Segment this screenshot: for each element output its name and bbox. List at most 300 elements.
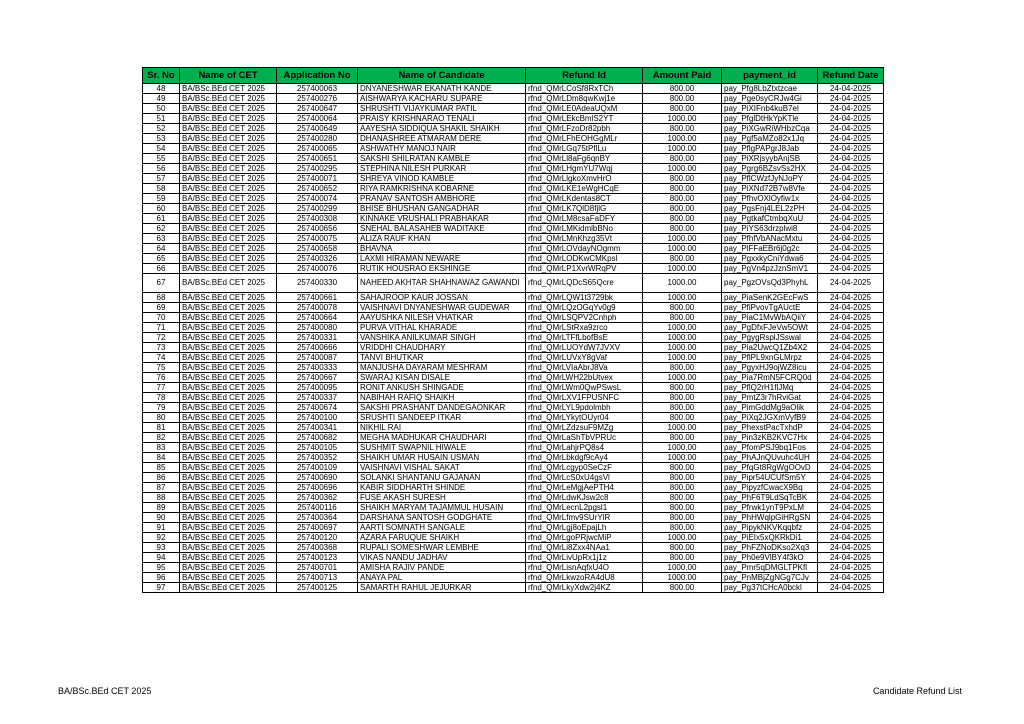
- cell-amount-paid: 800.00: [643, 523, 722, 533]
- cell-cet-name: BA/BSc.BEd CET 2025: [180, 144, 277, 154]
- cell-cet-name: BA/BSc.BEd CET 2025: [180, 353, 277, 363]
- cell-candidate-name: SAKSHI SHILRATAN KAMBLE: [358, 154, 526, 164]
- cell-application-no: 257400280: [277, 134, 358, 144]
- cell-cet-name: BA/BSc.BEd CET 2025: [180, 184, 277, 194]
- cell-cet-name: BA/BSc.BEd CET 2025: [180, 403, 277, 413]
- cell-application-no: 257400667: [277, 373, 358, 383]
- cell-application-no: 257400331: [277, 333, 358, 343]
- cell-cet-name: BA/BSc.BEd CET 2025: [180, 134, 277, 144]
- header-name-of-cet: Name of CET: [180, 68, 277, 84]
- cell-refund-id: rfnd_QMrLQW1t3729bk: [526, 293, 643, 303]
- cell-amount-paid: 800.00: [643, 154, 722, 164]
- cell-amount-paid: 1000.00: [643, 244, 722, 254]
- cell-refund-date: 24-04-2025: [818, 174, 884, 184]
- cell-payment-id: pay_PgyxHJ9ojWZ8icu: [722, 363, 818, 373]
- cell-application-no: 257400095: [277, 383, 358, 393]
- cell-refund-id: rfnd_QMrLl8aFg6qnBY: [526, 154, 643, 164]
- cell-refund-date: 24-04-2025: [818, 493, 884, 503]
- cell-payment-id: pay_Pipr54UCUfSm5Y: [722, 473, 818, 483]
- cell-candidate-name: MANJUSHA DAYARAM MESHRAM: [358, 363, 526, 373]
- cell-payment-id: pay_Pge0syCRJw4Gi: [722, 94, 818, 104]
- cell-amount-paid: 800.00: [643, 84, 722, 94]
- cell-refund-id: rfnd_QMrLivUpRx1j1z: [526, 553, 643, 563]
- cell-sr-no: 84: [143, 453, 180, 463]
- cell-payment-id: pay_Pgf5aMZo82x1Jq: [722, 134, 818, 144]
- cell-payment-id: pay_PiYS63drzplwi8: [722, 224, 818, 234]
- cell-cet-name: BA/BSc.BEd CET 2025: [180, 583, 277, 593]
- cell-amount-paid: 800.00: [643, 513, 722, 523]
- cell-candidate-name: VAISHNAVI DNYANESHWAR GUDEWAR: [358, 303, 526, 313]
- cell-sr-no: 72: [143, 333, 180, 343]
- cell-refund-date: 24-04-2025: [818, 244, 884, 254]
- cell-cet-name: BA/BSc.BEd CET 2025: [180, 523, 277, 533]
- table-row: [143, 164, 884, 174]
- table-row: [143, 503, 884, 513]
- cell-refund-id: rfnd_QMrLYkytOUyr04: [526, 413, 643, 423]
- cell-cet-name: BA/BSc.BEd CET 2025: [180, 363, 277, 373]
- table-row: [143, 224, 884, 234]
- cell-application-no: 257400071: [277, 174, 358, 184]
- cell-application-no: 257400125: [277, 583, 358, 593]
- cell-refund-date: 24-04-2025: [818, 313, 884, 323]
- cell-payment-id: pay_PhFZNoDKso2Xq3: [722, 543, 818, 553]
- cell-amount-paid: 800.00: [643, 393, 722, 403]
- cell-application-no: 257400065: [277, 144, 358, 154]
- cell-amount-paid: 1000.00: [643, 353, 722, 363]
- cell-candidate-name: DARSHANA SANTOSH GODGHATE: [358, 513, 526, 523]
- header-refund-date: Refund Date: [818, 68, 884, 84]
- cell-refund-id: rfnd_QMrLDm8qwKwj1e: [526, 94, 643, 104]
- table-row: [143, 184, 884, 194]
- header-amount-paid: Amount Paid: [643, 68, 722, 84]
- cell-sr-no: 56: [143, 164, 180, 174]
- table-row: [143, 563, 884, 573]
- cell-cet-name: BA/BSc.BEd CET 2025: [180, 293, 277, 303]
- cell-cet-name: BA/BSc.BEd CET 2025: [180, 274, 277, 293]
- cell-amount-paid: 800.00: [643, 194, 722, 204]
- table-row: [143, 104, 884, 114]
- cell-application-no: 257400697: [277, 523, 358, 533]
- cell-amount-paid: 800.00: [643, 503, 722, 513]
- cell-candidate-name: AAYUSHKA NILESH VHATKAR: [358, 313, 526, 323]
- cell-refund-id: rfnd_QMrLFhEOHGgMLr: [526, 134, 643, 144]
- cell-cet-name: BA/BSc.BEd CET 2025: [180, 313, 277, 323]
- table-row: [143, 533, 884, 543]
- cell-refund-date: 24-04-2025: [818, 583, 884, 593]
- cell-refund-id: rfnd_QMrLaShTbVPRUc: [526, 433, 643, 443]
- cell-refund-date: 24-04-2025: [818, 224, 884, 234]
- cell-cet-name: BA/BSc.BEd CET 2025: [180, 553, 277, 563]
- cell-refund-id: rfnd_QMrLQDcS65Qcre: [526, 274, 643, 293]
- table-row: [143, 433, 884, 443]
- cell-application-no: 257400276: [277, 94, 358, 104]
- table-row: [143, 134, 884, 144]
- cell-refund-date: 24-04-2025: [818, 433, 884, 443]
- cell-refund-id: rfnd_QMrLODKwCMKpsl: [526, 254, 643, 264]
- cell-refund-date: 24-04-2025: [818, 114, 884, 124]
- cell-sr-no: 96: [143, 573, 180, 583]
- cell-refund-date: 24-04-2025: [818, 353, 884, 363]
- cell-payment-id: pay_Pgrg6BZsvSs2HX: [722, 164, 818, 174]
- cell-application-no: 257400364: [277, 513, 358, 523]
- cell-cet-name: BA/BSc.BEd CET 2025: [180, 333, 277, 343]
- cell-application-no: 257400682: [277, 433, 358, 443]
- cell-sr-no: 52: [143, 124, 180, 134]
- table-row: [143, 453, 884, 463]
- cell-application-no: 257400116: [277, 503, 358, 513]
- cell-refund-date: 24-04-2025: [818, 154, 884, 164]
- cell-application-no: 257400109: [277, 463, 358, 473]
- cell-payment-id: pay_PgVn4pzJznSmV1: [722, 264, 818, 274]
- cell-amount-paid: 800.00: [643, 214, 722, 224]
- cell-candidate-name: RUPALI SOMESHWAR LEMBHE: [358, 543, 526, 553]
- cell-refund-id: rfnd_QMrLMKidmlbBNo: [526, 224, 643, 234]
- cell-refund-date: 24-04-2025: [818, 523, 884, 533]
- cell-refund-date: 24-04-2025: [818, 403, 884, 413]
- cell-sr-no: 60: [143, 204, 180, 214]
- cell-candidate-name: NIKHIL RAI: [358, 423, 526, 433]
- footer-list-title: Candidate Refund List: [872, 686, 962, 696]
- cell-sr-no: 50: [143, 104, 180, 114]
- cell-payment-id: pay_PiEIx5xQKRkDi1: [722, 533, 818, 543]
- cell-cet-name: BA/BSc.BEd CET 2025: [180, 104, 277, 114]
- cell-refund-id: rfnd_QMrLCoSf8RxTCh: [526, 84, 643, 94]
- cell-candidate-name: SRUSHTI SANDEEP ITKAR: [358, 413, 526, 423]
- cell-refund-id: rfnd_QMrLTFfLbofBsE: [526, 333, 643, 343]
- cell-application-no: 257400074: [277, 194, 358, 204]
- cell-application-no: 257400087: [277, 353, 358, 363]
- cell-refund-date: 24-04-2025: [818, 144, 884, 154]
- cell-refund-id: rfnd_QMrLlgkoXmvHrO: [526, 174, 643, 184]
- cell-candidate-name: ALIZA RAUF KHAN: [358, 234, 526, 244]
- cell-payment-id: pay_PgzOVsQd3PhyhL: [722, 274, 818, 293]
- cell-refund-date: 24-04-2025: [818, 463, 884, 473]
- cell-payment-id: pay_PiXIFnb4kuB7el: [722, 104, 818, 114]
- cell-refund-id: rfnd_QMrLUOYdW7JVXV: [526, 343, 643, 353]
- table-row: [143, 403, 884, 413]
- cell-refund-date: 24-04-2025: [818, 473, 884, 483]
- cell-amount-paid: 1000.00: [643, 234, 722, 244]
- cell-sr-no: 78: [143, 393, 180, 403]
- cell-application-no: 257400661: [277, 293, 358, 303]
- table-row: [143, 84, 884, 94]
- cell-refund-id: rfnd_QMrLFzoDr82pbh: [526, 124, 643, 134]
- table-row: [143, 353, 884, 363]
- cell-candidate-name: DHANASHREE ATMARAM DERE: [358, 134, 526, 144]
- table-row: [143, 373, 884, 383]
- cell-sr-no: 51: [143, 114, 180, 124]
- cell-payment-id: pay_PgsFnj4LEL2zPH: [722, 204, 818, 214]
- cell-candidate-name: VIKAS NANDU JADHAV: [358, 553, 526, 563]
- cell-refund-id: rfnd_QMrLGq75tPflLu: [526, 144, 643, 154]
- cell-amount-paid: 1000.00: [643, 114, 722, 124]
- cell-sr-no: 62: [143, 224, 180, 234]
- cell-candidate-name: AZARA FARUQUE SHAIKH: [358, 533, 526, 543]
- cell-candidate-name: RIYA RAMKRISHNA KOBARNE: [358, 184, 526, 194]
- cell-application-no: 257400080: [277, 323, 358, 333]
- cell-sr-no: 53: [143, 134, 180, 144]
- cell-sr-no: 55: [143, 154, 180, 164]
- cell-payment-id: pay_PfhfVbANacMxtu: [722, 234, 818, 244]
- cell-refund-id: rfnd_QMrLM8csaFaDFY: [526, 214, 643, 224]
- cell-refund-id: rfnd_QMrLZdzsuF9MZg: [526, 423, 643, 433]
- cell-application-no: 257400295: [277, 164, 358, 174]
- table-row: [143, 323, 884, 333]
- cell-payment-id: pay_PfiPvovTgAUctE: [722, 303, 818, 313]
- table-row: [143, 553, 884, 563]
- cell-amount-paid: 800.00: [643, 363, 722, 373]
- cell-cet-name: BA/BSc.BEd CET 2025: [180, 433, 277, 443]
- cell-refund-date: 24-04-2025: [818, 254, 884, 264]
- cell-payment-id: pay_Pia7RmN5FCRQ0d: [722, 373, 818, 383]
- cell-amount-paid: 800.00: [643, 403, 722, 413]
- cell-application-no: 257400649: [277, 124, 358, 134]
- cell-candidate-name: BHAVNA: [358, 244, 526, 254]
- table-row: [143, 443, 884, 453]
- cell-cet-name: BA/BSc.BEd CET 2025: [180, 323, 277, 333]
- cell-cet-name: BA/BSc.BEd CET 2025: [180, 124, 277, 134]
- table-row: [143, 254, 884, 264]
- cell-sr-no: 83: [143, 443, 180, 453]
- cell-cet-name: BA/BSc.BEd CET 2025: [180, 94, 277, 104]
- cell-payment-id: pay_PiXRjsyybAnjSB: [722, 154, 818, 164]
- cell-sr-no: 71: [143, 323, 180, 333]
- cell-application-no: 257400064: [277, 114, 358, 124]
- cell-amount-paid: 1000.00: [643, 443, 722, 453]
- cell-cet-name: BA/BSc.BEd CET 2025: [180, 214, 277, 224]
- cell-amount-paid: 800.00: [643, 204, 722, 214]
- cell-candidate-name: SUSHMIT SWAPNIL HIWALE: [358, 443, 526, 453]
- cell-refund-id: rfnd_QMrLXV1FPUSNFC: [526, 393, 643, 403]
- cell-application-no: 257400123: [277, 553, 358, 563]
- cell-candidate-name: MEGHA MADHUKAR CHAUDHARI: [358, 433, 526, 443]
- cell-sr-no: 49: [143, 94, 180, 104]
- cell-candidate-name: NABIHAH RAFIQ SHAIKH: [358, 393, 526, 403]
- table-row: [143, 244, 884, 254]
- cell-payment-id: pay_Pin3zKB2KVC7Hx: [722, 433, 818, 443]
- cell-amount-paid: 800.00: [643, 483, 722, 493]
- cell-application-no: 257400333: [277, 363, 358, 373]
- cell-sr-no: 75: [143, 363, 180, 373]
- cell-application-no: 257400701: [277, 563, 358, 573]
- cell-cet-name: BA/BSc.BEd CET 2025: [180, 413, 277, 423]
- cell-refund-date: 24-04-2025: [818, 94, 884, 104]
- cell-refund-date: 24-04-2025: [818, 373, 884, 383]
- cell-application-no: 257400713: [277, 573, 358, 583]
- cell-payment-id: pay_PflQ2rH1flJMq: [722, 383, 818, 393]
- cell-cet-name: BA/BSc.BEd CET 2025: [180, 473, 277, 483]
- cell-candidate-name: FUSE AKASH SURESH: [358, 493, 526, 503]
- cell-application-no: 257400078: [277, 303, 358, 313]
- cell-sr-no: 94: [143, 553, 180, 563]
- cell-amount-paid: 800.00: [643, 174, 722, 184]
- cell-application-no: 257400120: [277, 533, 358, 543]
- cell-refund-date: 24-04-2025: [818, 293, 884, 303]
- table-row: [143, 573, 884, 583]
- cell-cet-name: BA/BSc.BEd CET 2025: [180, 264, 277, 274]
- cell-refund-date: 24-04-2025: [818, 393, 884, 403]
- cell-application-no: 257400326: [277, 254, 358, 264]
- cell-refund-id: rfnd_QMrLcS0xU4gsVl: [526, 473, 643, 483]
- table-row: [143, 523, 884, 533]
- cell-sr-no: 93: [143, 543, 180, 553]
- cell-refund-date: 24-04-2025: [818, 573, 884, 583]
- cell-candidate-name: BHISE BHUSHAN GANGADHAR: [358, 204, 526, 214]
- cell-refund-date: 24-04-2025: [818, 104, 884, 114]
- cell-candidate-name: RUTIK HOUSRAO EKSHINGE: [358, 264, 526, 274]
- cell-application-no: 257400658: [277, 244, 358, 254]
- cell-candidate-name: STEPHINA NILESH PURKAR: [358, 164, 526, 174]
- cell-payment-id: pay_Pg37tCHcA0bckl: [722, 583, 818, 593]
- cell-refund-id: rfnd_QMrLWH22bUtvex: [526, 373, 643, 383]
- cell-refund-date: 24-04-2025: [818, 323, 884, 333]
- cell-candidate-name: KABIR SIDDHARTH SHINDE: [358, 483, 526, 493]
- cell-refund-date: 24-04-2025: [818, 413, 884, 423]
- cell-cet-name: BA/BSc.BEd CET 2025: [180, 343, 277, 353]
- cell-refund-date: 24-04-2025: [818, 333, 884, 343]
- table-row: [143, 214, 884, 224]
- table-row: [143, 174, 884, 184]
- cell-candidate-name: SHAIKH MARYAM TAJAMMUL HUSAIN: [358, 503, 526, 513]
- cell-cet-name: BA/BSc.BEd CET 2025: [180, 204, 277, 214]
- cell-sr-no: 63: [143, 234, 180, 244]
- cell-amount-paid: 1000.00: [643, 563, 722, 573]
- cell-amount-paid: 800.00: [643, 493, 722, 503]
- cell-refund-date: 24-04-2025: [818, 543, 884, 553]
- cell-cet-name: BA/BSc.BEd CET 2025: [180, 84, 277, 94]
- cell-candidate-name: PRAISY KRISHNARAO TENALI: [358, 114, 526, 124]
- cell-amount-paid: 1000.00: [643, 264, 722, 274]
- cell-refund-date: 24-04-2025: [818, 343, 884, 353]
- cell-sr-no: 66: [143, 264, 180, 274]
- cell-payment-id: pay_PfqGt8RgWgOOvD: [722, 463, 818, 473]
- cell-refund-date: 24-04-2025: [818, 423, 884, 433]
- cell-amount-paid: 800.00: [643, 224, 722, 234]
- table-row: [143, 583, 884, 593]
- table-row: [143, 303, 884, 313]
- cell-sr-no: 89: [143, 503, 180, 513]
- cell-sr-no: 90: [143, 513, 180, 523]
- cell-refund-id: rfnd_QMrLdwKJsw2c8: [526, 493, 643, 503]
- cell-payment-id: pay_PnMBjZgNGg7CJv: [722, 573, 818, 583]
- cell-application-no: 257400656: [277, 224, 358, 234]
- cell-application-no: 257400105: [277, 443, 358, 453]
- cell-payment-id: pay_PfomPSJ9bq1Fos: [722, 443, 818, 453]
- cell-candidate-name: VAISHNAVI VISHAL SAKAT: [358, 463, 526, 473]
- table-row: [143, 393, 884, 403]
- cell-amount-paid: 800.00: [643, 553, 722, 563]
- cell-payment-id: pay_Pmr5qDMGLTPKfl: [722, 563, 818, 573]
- cell-refund-date: 24-04-2025: [818, 234, 884, 244]
- cell-amount-paid: 1000.00: [643, 453, 722, 463]
- cell-refund-date: 24-04-2025: [818, 363, 884, 373]
- cell-refund-date: 24-04-2025: [818, 204, 884, 214]
- cell-payment-id: pay_PhAJnQUvuhc4UH: [722, 453, 818, 463]
- cell-sr-no: 80: [143, 413, 180, 423]
- cell-sr-no: 73: [143, 343, 180, 353]
- cell-amount-paid: 800.00: [643, 313, 722, 323]
- table-row: [143, 274, 884, 293]
- cell-payment-id: pay_PiXq2JGXmVyfB9: [722, 413, 818, 423]
- cell-amount-paid: 1000.00: [643, 274, 722, 293]
- cell-cet-name: BA/BSc.BEd CET 2025: [180, 453, 277, 463]
- cell-cet-name: BA/BSc.BEd CET 2025: [180, 154, 277, 164]
- cell-payment-id: pay_Pfrwk1ynT9PxLM: [722, 503, 818, 513]
- table-row: [143, 413, 884, 423]
- table-row: [143, 154, 884, 164]
- cell-refund-date: 24-04-2025: [818, 84, 884, 94]
- cell-amount-paid: 1000.00: [643, 323, 722, 333]
- cell-cet-name: BA/BSc.BEd CET 2025: [180, 543, 277, 553]
- cell-amount-paid: 800.00: [643, 413, 722, 423]
- cell-refund-date: 24-04-2025: [818, 383, 884, 393]
- cell-candidate-name: SOLANKI SHANTANU GAJANAN: [358, 473, 526, 483]
- cell-payment-id: pay_PiaC1MvWbAQiiY: [722, 313, 818, 323]
- cell-refund-date: 24-04-2025: [818, 533, 884, 543]
- cell-sr-no: 70: [143, 313, 180, 323]
- cell-refund-id: rfnd_QMrLMnKhzg35Vt: [526, 234, 643, 244]
- cell-sr-no: 81: [143, 423, 180, 433]
- cell-candidate-name: SHRUSHTI VIJAYKUMAR PATIL: [358, 104, 526, 114]
- cell-application-no: 257400352: [277, 453, 358, 463]
- cell-refund-id: rfnd_QMrLP1XvrWRqPV: [526, 264, 643, 274]
- cell-cet-name: BA/BSc.BEd CET 2025: [180, 483, 277, 493]
- cell-payment-id: pay_PipykNKVKqqbfz: [722, 523, 818, 533]
- cell-cet-name: BA/BSc.BEd CET 2025: [180, 254, 277, 264]
- cell-application-no: 257400652: [277, 184, 358, 194]
- cell-application-no: 257400341: [277, 423, 358, 433]
- cell-refund-id: rfnd_QMrLStRxa9zrco: [526, 323, 643, 333]
- cell-payment-id: pay_Ph0e9VlBY4f3kO: [722, 553, 818, 563]
- cell-refund-id: rfnd_QMrLkyXdw2j4KZ: [526, 583, 643, 593]
- cell-refund-id: rfnd_QMrLfmv9SUrYlR: [526, 513, 643, 523]
- cell-refund-id: rfnd_QMrLQzOGqYv0g9: [526, 303, 643, 313]
- cell-candidate-name: NAHEED AKHTAR SHAHNAWAZ GAWANDI: [358, 274, 526, 293]
- cell-refund-id: rfnd_QMrLE0AdeaUQxM: [526, 104, 643, 114]
- cell-candidate-name: VRIDDHI CHAUDHARY: [358, 343, 526, 353]
- cell-application-no: 257400666: [277, 343, 358, 353]
- cell-cet-name: BA/BSc.BEd CET 2025: [180, 234, 277, 244]
- cell-candidate-name: ANAYA PAL: [358, 573, 526, 583]
- cell-payment-id: pay_PmtZ3r7hRviGat: [722, 393, 818, 403]
- header-refund-id: Refund Id: [526, 68, 643, 84]
- cell-application-no: 257400100: [277, 413, 358, 423]
- cell-amount-paid: 800.00: [643, 94, 722, 104]
- cell-candidate-name: SAKSHI PRASHANT DANDEGAONKAR: [358, 403, 526, 413]
- table-row: [143, 124, 884, 134]
- cell-refund-date: 24-04-2025: [818, 453, 884, 463]
- cell-application-no: 257400076: [277, 264, 358, 274]
- cell-sr-no: 88: [143, 493, 180, 503]
- cell-refund-id: rfnd_QMrLeMgjAePTH4: [526, 483, 643, 493]
- cell-cet-name: BA/BSc.BEd CET 2025: [180, 423, 277, 433]
- cell-refund-id: rfnd_QMrLYL9pdolmbh: [526, 403, 643, 413]
- cell-sr-no: 92: [143, 533, 180, 543]
- table-row: [143, 423, 884, 433]
- cell-amount-paid: 1000.00: [643, 144, 722, 154]
- cell-sr-no: 85: [143, 463, 180, 473]
- cell-refund-id: rfnd_QMrLVIaAbrJ8Va: [526, 363, 643, 373]
- table-row: [143, 363, 884, 373]
- cell-refund-date: 24-04-2025: [818, 483, 884, 493]
- cell-refund-id: rfnd_QMrLKdentas8CT: [526, 194, 643, 204]
- cell-amount-paid: 1000.00: [643, 533, 722, 543]
- table-header-row: [143, 68, 884, 84]
- cell-refund-id: rfnd_QMrLEkcBmlS2YT: [526, 114, 643, 124]
- cell-cet-name: BA/BSc.BEd CET 2025: [180, 114, 277, 124]
- cell-cet-name: BA/BSc.BEd CET 2025: [180, 493, 277, 503]
- cell-sr-no: 58: [143, 184, 180, 194]
